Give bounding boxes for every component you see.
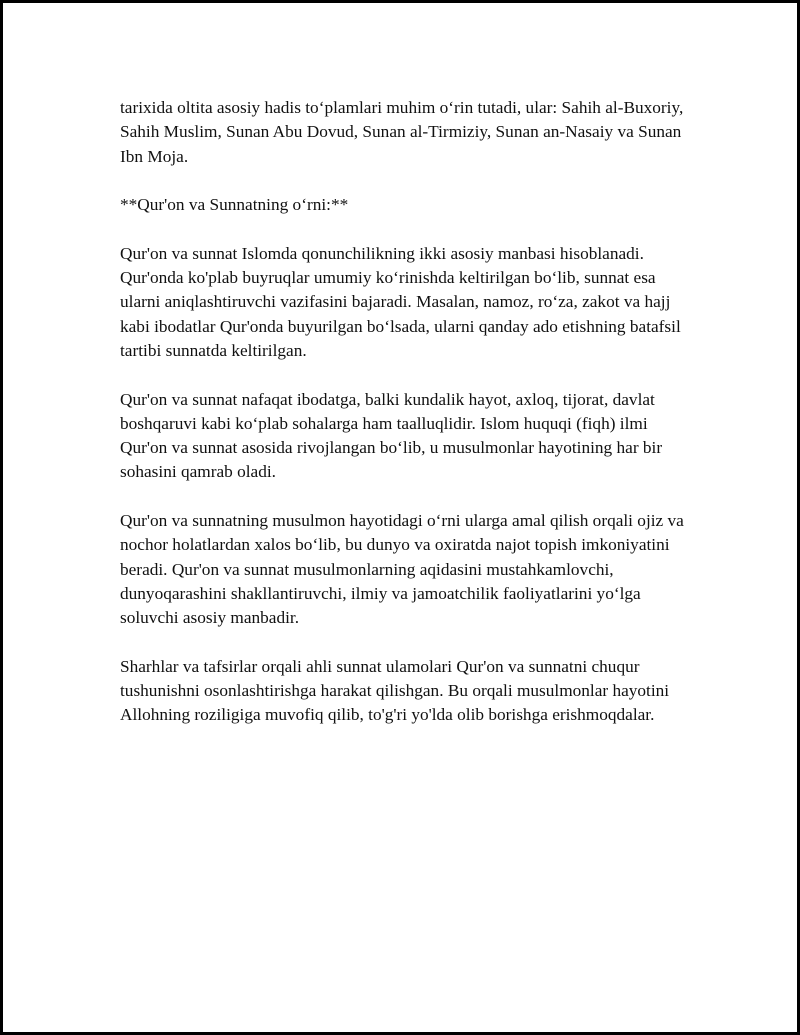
paragraph-legislation-sources: Qur'on va sunnat Islomda qonunchilikning ikki asosiy manbasi hisoblanadi. Qur'onda ko'plab buyruqlar umumiy ko‘rinishda keltirilgan bo‘lib, sunnat esa ularni aniqlashtiruvchi vazifasini bajaradi. Masalan, namoz, ro‘za, zakot va hajj kabi ibodatlar Qur'onda buyurilgan bo‘lsada, ularni qanday ado etishning batafsil tartibi sunnatda keltirilgan. — [120, 243, 681, 360]
document-body — [120, 96, 690, 752]
paragraph-commentaries: Sharhlar va tafsirlar orqali ahli sunnat ulamolari Qur'on va sunnatni chuqur tushunishni osonlashtirishga harakat qilishgan. Bu orqali musulmonlar hayotini Allohning roziligiga muvofiq qilib, to'g'ri yo'lda olib borishga erishmoqdalar. — [120, 656, 670, 725]
section-heading: **Qur'on va Sunnatning o‘rni:** — [120, 195, 349, 215]
paragraph-role-in-muslim-life: Qur'on va sunnatning musulmon hayotidagi o‘rni ularga amal qilish orqali ojiz va nochor holatlardan xalos bo‘lib, bu dunyo va oxiratda najot topish imkoniyatini beradi. Qur'on va sunnat musulmonlarning aqidasini mustahkamlovchi, dunyoqarashini shakllantiruvchi, ilmiy va jamoatchilik faoliyatlarini yo‘lga soluvchi asosiy manbadir. — [120, 511, 684, 628]
paragraph-scope-of-life: Qur'on va sunnat nafaqat ibodatga, balki kundalik hayot, axloq, tijorat, davlat boshqaruvi kabi ko‘plab sohalarga ham taalluqlidir. Islom huquqi (fiqh) ilmi Qur'on va sunnat asosida rivojlangan bo‘lib, u musulmonlar hayotining har bir sohasini qamrab oladi. — [120, 389, 663, 482]
paragraph-hadis-collections: tarixida oltita asosiy hadis to‘plamlari muhim o‘rin tutadi, ular: Sahih al-Buxoriy, Sahih Muslim, Sunan Abu Dovud, Sunan al-Tirmiziy, Sunan an-Nasaiy va Sunan Ibn Moja. — [120, 98, 684, 166]
